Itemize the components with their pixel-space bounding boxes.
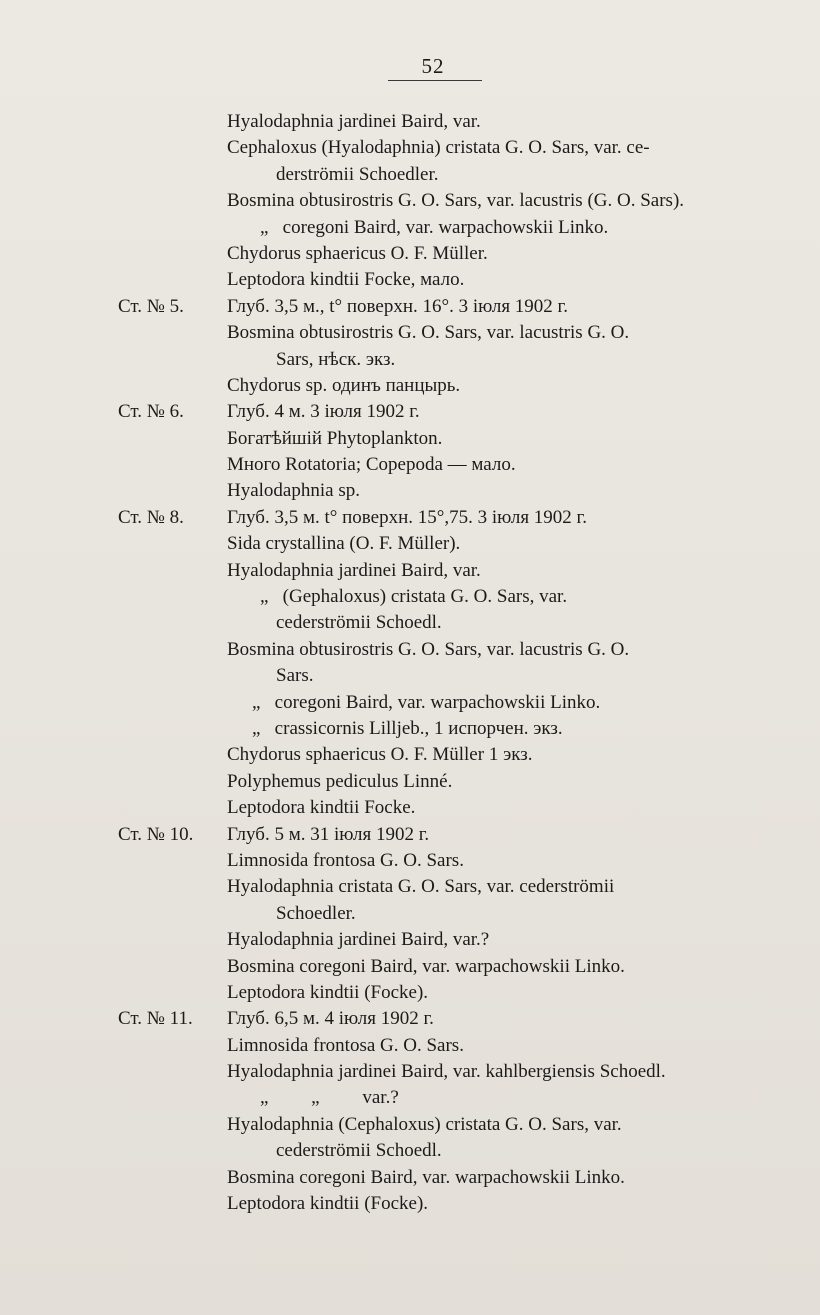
text-line xyxy=(0,901,820,927)
text-line xyxy=(0,478,820,504)
text-line xyxy=(0,347,820,373)
species-entry: cederströmii Schoedl. xyxy=(276,612,442,634)
species-entry: Schoedler. xyxy=(276,902,356,924)
species-entry: Hyalodaphnia sp. xyxy=(227,480,360,502)
station-details: Глуб. 3,5 м., t° поверхн. 16°. 3 іюля 1902 г. xyxy=(227,295,568,317)
species-entry: „ „ var.? xyxy=(260,1087,399,1109)
text-line xyxy=(0,1033,820,1059)
species-entry: Bosmina obtusirostris G. O. Sars, var. lacustris G. O. xyxy=(227,322,630,344)
text-line xyxy=(0,1006,820,1032)
species-entry: Hyalodaphnia jardinei Baird, var.? xyxy=(227,929,490,951)
species-entry: Hyalodaphnia (Cephaloxus) cristata G. O. Sars, var. xyxy=(227,1113,622,1135)
species-entry: „ coregoni Baird, var. warpachowskii Linko. xyxy=(252,691,601,713)
station-details: Глуб. 4 м. 3 іюля 1902 г. xyxy=(227,401,420,423)
species-entry: Hyalodaphnia jardinei Baird, var. xyxy=(227,111,481,132)
text-line xyxy=(0,769,820,795)
species-entry: Chydorus sphaericus O. F. Müller 1 экз. xyxy=(227,744,533,766)
station-details: Глуб. 6,5 м. 4 іюля 1902 г. xyxy=(227,1008,434,1030)
page-number: 52 xyxy=(421,54,445,78)
text-line xyxy=(0,1165,820,1191)
text-line xyxy=(0,1191,820,1217)
text-line xyxy=(0,188,820,214)
text-line xyxy=(0,716,820,742)
text-line xyxy=(0,399,820,425)
species-entry: „ crassicornis Lilljeb., 1 испорчен. экз. xyxy=(252,717,563,739)
species-entry: Богатѣйшій Phytoplankton. xyxy=(227,427,443,449)
text-line xyxy=(0,584,820,610)
text-line xyxy=(0,320,820,346)
text-line xyxy=(0,1138,820,1164)
page-number-rule xyxy=(388,80,482,81)
text-line xyxy=(0,558,820,584)
species-entry: Chydorus sphaericus O. F. Müller. xyxy=(227,242,488,264)
station-label: Ст. № 10. xyxy=(118,823,194,845)
station-label: Ст. № 8. xyxy=(118,506,184,528)
species-entry: Limnosida frontosa G. O. Sars. xyxy=(227,1034,464,1056)
species-entry: Leptodora kindtii Focke, мало. xyxy=(227,269,465,291)
text-line xyxy=(0,822,820,848)
species-entry: Sars. xyxy=(276,665,314,687)
species-entry: „ coregoni Baird, var. warpachowskii Linko. xyxy=(260,216,609,238)
species-entry: Bosmina obtusirostris G. O. Sars, var. lacustris (G. O. Sars). xyxy=(227,190,685,212)
text-line xyxy=(0,742,820,768)
text-line xyxy=(0,215,820,241)
text-line xyxy=(0,637,820,663)
species-entry: Hyalodaphnia jardinei Baird, var. xyxy=(227,559,481,581)
species-entry: Chydorus sp. одинъ панцырь. xyxy=(227,374,461,396)
species-entry: Limnosida frontosa G. O. Sars. xyxy=(227,849,464,871)
station-label: Ст. № 5. xyxy=(118,295,184,317)
species-entry: Hyalodaphnia cristata G. O. Sars, var. cederströmii xyxy=(227,876,615,898)
species-entry: Bosmina coregoni Baird, var. warpachowskii Linko. xyxy=(227,955,625,977)
species-entry: Leptodora kindtii (Focke). xyxy=(227,981,429,1003)
species-entry: cederströmii Schoedl. xyxy=(276,1140,442,1162)
text-line xyxy=(0,980,820,1006)
species-list xyxy=(0,109,820,1217)
species-entry: „ (Gephaloxus) cristata G. O. Sars, var. xyxy=(260,586,568,608)
text-line xyxy=(0,1112,820,1138)
text-line xyxy=(0,610,820,636)
text-line xyxy=(0,531,820,557)
station-label: Ст. № 11. xyxy=(118,1008,193,1030)
text-line xyxy=(0,1059,820,1085)
species-entry: Sars, нѣск. экз. xyxy=(276,348,396,370)
text-line xyxy=(0,162,820,188)
station-details: Глуб. 5 м. 31 іюля 1902 г. xyxy=(227,823,430,845)
station-details: Глуб. 3,5 м. t° поверхн. 15°,75. 3 іюля 1902 г. xyxy=(227,506,587,528)
text-line xyxy=(0,135,820,161)
text-line xyxy=(0,426,820,452)
text-line xyxy=(0,1085,820,1111)
text-line xyxy=(0,373,820,399)
text-line xyxy=(0,109,820,135)
text-line xyxy=(0,795,820,821)
text-line xyxy=(0,690,820,716)
species-entry: Leptodora kindtii Focke. xyxy=(227,797,416,819)
text-line xyxy=(0,452,820,478)
species-entry: Sida crystallina (O. F. Müller). xyxy=(227,533,461,555)
species-entry: Polyphemus pediculus Linné. xyxy=(227,770,453,792)
species-entry: Bosmina coregoni Baird, var. warpachowskii Linko. xyxy=(227,1166,625,1188)
species-entry: Cephaloxus (Hyalodaphnia) cristata G. O. Sars, var. ce- xyxy=(227,137,650,159)
species-entry: Много Rotatoria; Copepoda — мало. xyxy=(227,454,516,476)
text-line xyxy=(0,241,820,267)
text-line xyxy=(0,294,820,320)
text-line xyxy=(0,505,820,531)
species-entry: derströmii Schoedler. xyxy=(276,163,439,185)
text-line xyxy=(0,874,820,900)
species-entry: Leptodora kindtii (Focke). xyxy=(227,1193,429,1215)
species-entry: Hyalodaphnia jardinei Baird, var. kahlbergiensis Schoedl. xyxy=(227,1061,666,1083)
text-line xyxy=(0,954,820,980)
text-line xyxy=(0,663,820,689)
text-line xyxy=(0,927,820,953)
station-label: Ст. № 6. xyxy=(118,401,184,423)
text-line xyxy=(0,848,820,874)
text-line xyxy=(0,267,820,293)
species-entry: Bosmina obtusirostris G. O. Sars, var. lacustris G. O. xyxy=(227,638,630,660)
